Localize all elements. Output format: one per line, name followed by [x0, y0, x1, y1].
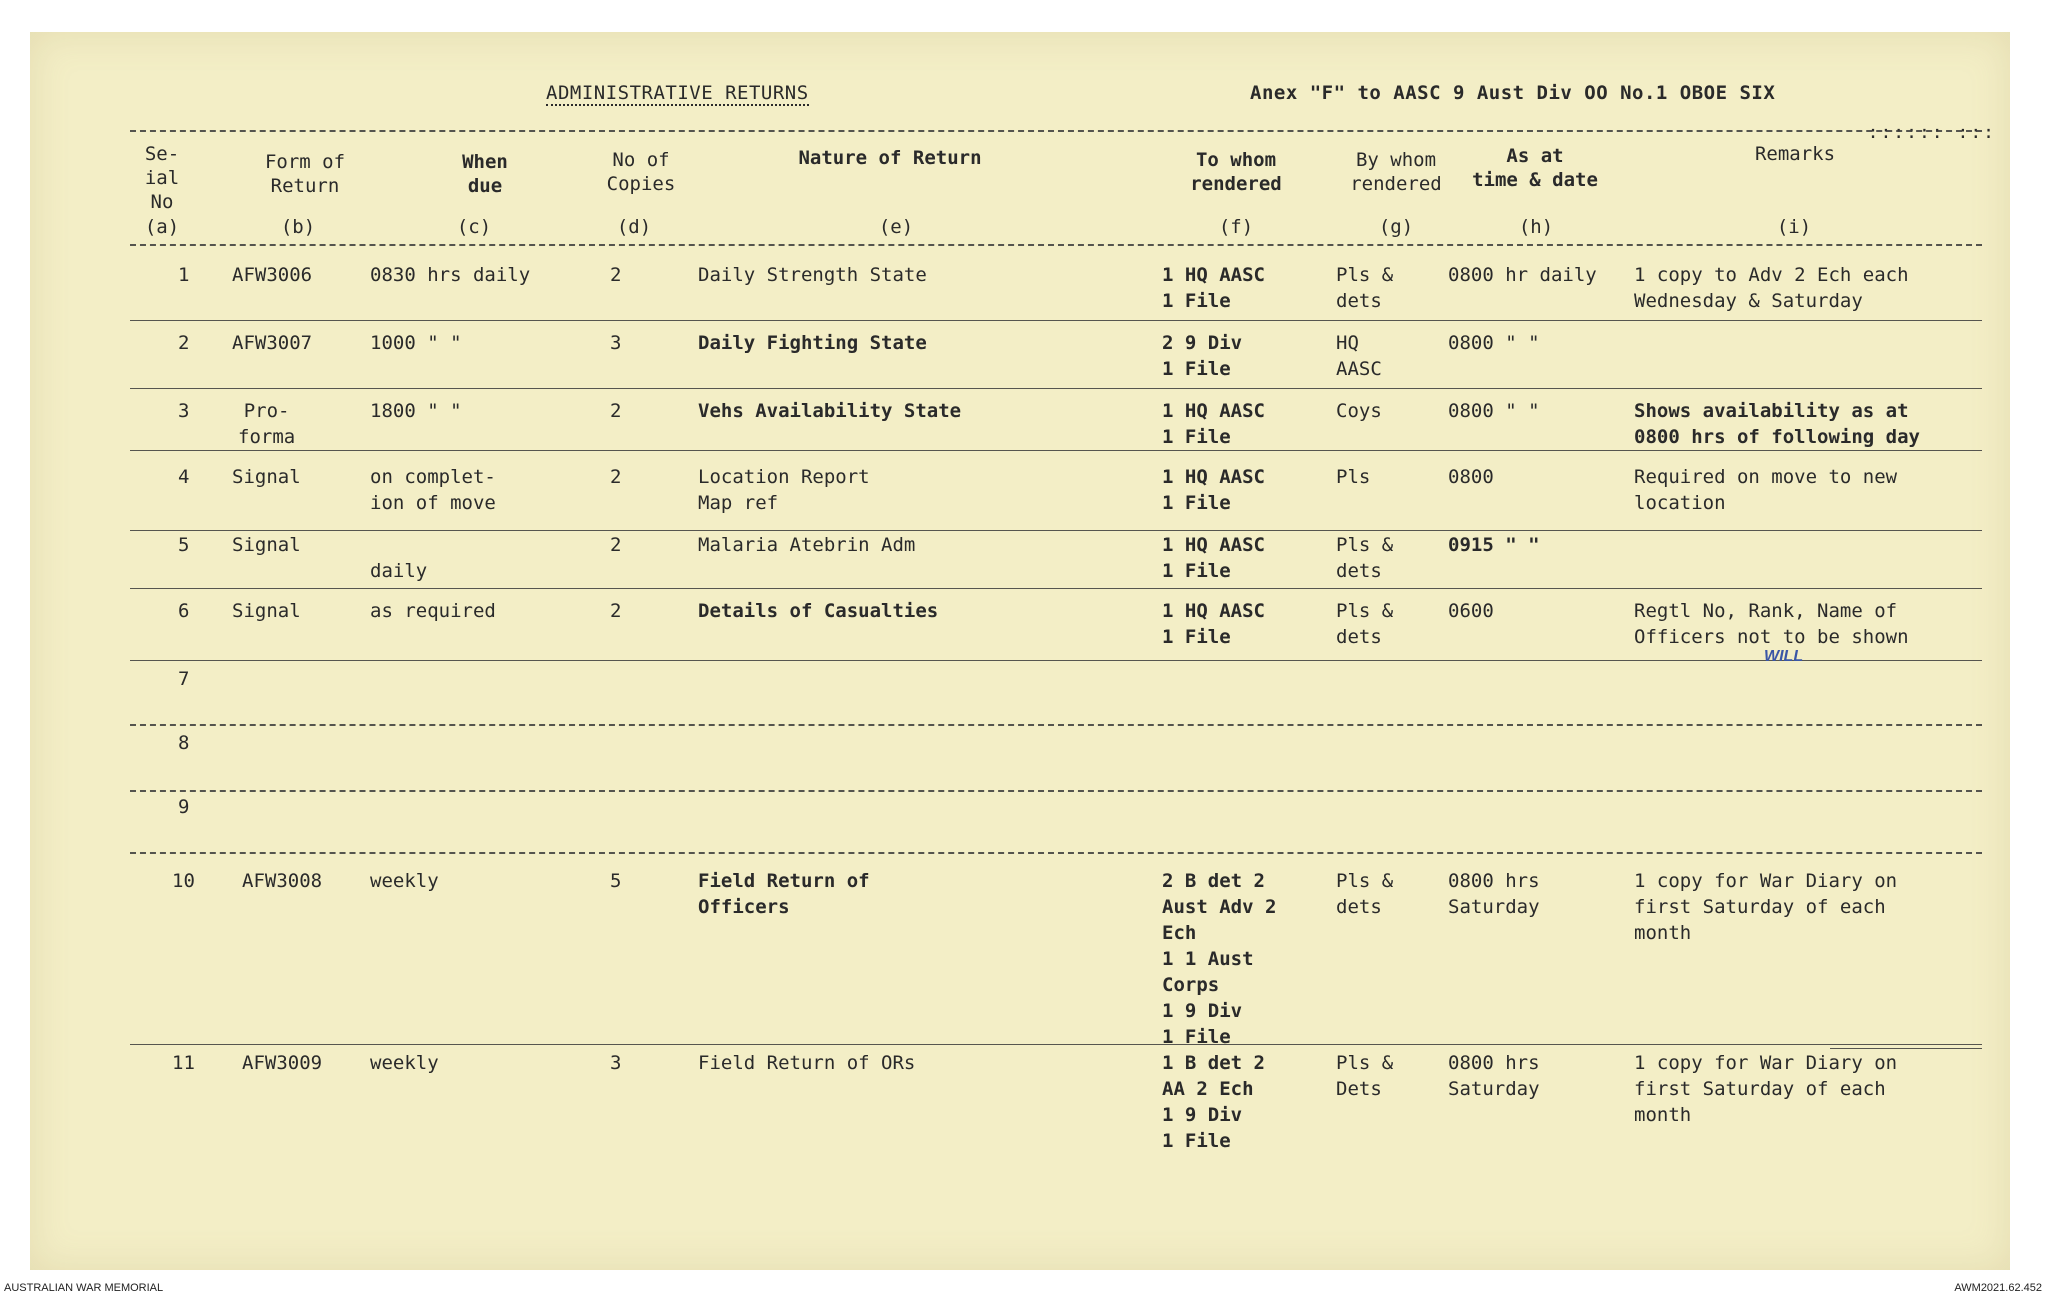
header-dots: :::::: :::	[1867, 122, 1996, 143]
rule-row-10	[130, 1044, 1982, 1045]
cell-nature: Daily Strength State	[698, 264, 927, 286]
col-letter-c: (c)	[456, 216, 492, 238]
rule-row-8	[130, 790, 1982, 792]
rule-row-9	[130, 852, 1982, 854]
col-heading-as-at: As at time & date	[1472, 145, 1598, 191]
cell-when: 1000 " "	[370, 332, 462, 354]
cell-nature: Details of Casualties	[698, 600, 939, 622]
cell-as-at: 0800	[1448, 466, 1494, 488]
cell-to-whom: 1 HQ AASC 1 File	[1162, 466, 1265, 514]
rule-header-bottom	[130, 244, 1982, 246]
cell-form: Signal	[232, 466, 301, 488]
cell-copies: 2	[610, 400, 622, 422]
cell-nature: Daily Fighting State	[698, 332, 927, 354]
cell-serial: 11	[172, 1052, 195, 1074]
col-letter-e: (e)	[878, 216, 914, 238]
cell-copies: 3	[610, 1052, 622, 1074]
cell-as-at: 0915 " "	[1448, 534, 1540, 556]
cell-to-whom: 1 HQ AASC 1 File	[1162, 400, 1265, 448]
cell-form: AFW3007	[232, 332, 313, 354]
cell-form: AFW3009	[242, 1052, 323, 1074]
cell-remarks: Shows availability as at 0800 hrs of following day	[1634, 400, 1920, 448]
col-heading-nature: Nature of Return	[798, 147, 982, 169]
footer-accession-number: AWM2021.62.452	[1954, 1282, 2042, 1294]
cell-to-whom: 1 HQ AASC 1 File	[1162, 534, 1265, 582]
rule-top	[130, 130, 1982, 132]
cell-to-whom: 2 9 Div 1 File	[1162, 332, 1243, 380]
cell-by-whom: Coys	[1336, 400, 1382, 422]
cell-nature: Field Return of Officers	[698, 870, 870, 918]
annex-reference: Anex "F" to AASC 9 Aust Div OO No.1 OBOE SIX	[1250, 82, 1776, 104]
cell-form: AFW3006	[232, 264, 313, 286]
cell-by-whom: Pls & dets	[1336, 600, 1394, 648]
rule-row-2	[130, 388, 1982, 389]
col-letter-d: (d)	[616, 216, 652, 238]
cell-as-at: 0800 " "	[1448, 332, 1540, 354]
cell-when: as required	[370, 600, 496, 622]
cell-remarks: 1 copy to Adv 2 Ech each Wednesday & Saturday	[1634, 264, 1909, 312]
cell-copies: 3	[610, 332, 622, 354]
footer-credit: AUSTRALIAN WAR MEMORIAL	[4, 1282, 164, 1294]
cell-remarks: 1 copy for War Diary on first Saturday of each month	[1634, 870, 1898, 944]
col-letter-i: (i)	[1776, 216, 1812, 238]
cell-serial: 7	[178, 668, 190, 690]
cell-when: on complet- ion of move	[370, 466, 496, 514]
col-heading-by-whom: By whom rendered	[1350, 149, 1442, 195]
cell-by-whom: Pls & dets	[1336, 870, 1394, 918]
handwritten-annotation: WILL	[1764, 648, 1804, 665]
cell-as-at: 0800 hrs Saturday	[1448, 870, 1540, 918]
cell-nature: Location Report Map ref	[698, 466, 870, 514]
col-heading-when: When due	[462, 151, 508, 197]
cell-to-whom: 1 HQ AASC 1 File	[1162, 264, 1265, 312]
cell-serial: 9	[178, 796, 190, 818]
cell-by-whom: Pls & dets	[1336, 534, 1394, 582]
cell-when: weekly	[370, 1052, 439, 1074]
cell-serial: 4	[178, 466, 190, 488]
cell-form: AFW3008	[242, 870, 323, 892]
col-letter-a: (a)	[144, 216, 180, 238]
cell-to-whom: 1 HQ AASC 1 File	[1162, 600, 1265, 648]
col-heading-copies: No of Copies	[606, 149, 676, 195]
cell-to-whom: 2 B det 2 Aust Adv 2 Ech 1 1 Aust Corps 1 9 Div 1 File	[1162, 870, 1277, 1048]
cell-when: 0830 hrs daily	[370, 264, 531, 286]
cell-copies: 2	[610, 534, 622, 556]
rule-row-7	[130, 724, 1982, 726]
col-letter-g: (g)	[1378, 216, 1414, 238]
cell-when: 1800 " "	[370, 400, 462, 422]
cell-remarks: Required on move to new location	[1634, 466, 1898, 514]
document-title: ADMINISTRATIVE RETURNS	[546, 82, 809, 104]
cell-serial: 8	[178, 732, 190, 754]
col-letter-h: (h)	[1518, 216, 1554, 238]
rule-row-10-tail	[1830, 1048, 1982, 1049]
cell-by-whom: Pls	[1336, 466, 1371, 488]
cell-serial: 2	[178, 332, 190, 354]
cell-as-at: 0800 " "	[1448, 400, 1540, 422]
cell-as-at: 0800 hr daily	[1448, 264, 1597, 286]
cell-by-whom: Pls & Dets	[1336, 1052, 1394, 1100]
cell-nature: Field Return of ORs	[698, 1052, 916, 1074]
col-heading-remarks: Remarks	[1754, 143, 1836, 165]
rule-row-6	[130, 660, 1982, 661]
cell-serial: 3	[178, 400, 190, 422]
rule-row-1	[130, 320, 1982, 321]
col-letter-b: (b)	[280, 216, 316, 238]
cell-form: Signal	[232, 534, 301, 556]
cell-serial: 5	[178, 534, 190, 556]
cell-remarks: Regtl No, Rank, Name of Officers not to be shown	[1634, 600, 1909, 648]
cell-nature: Vehs Availability State	[698, 400, 962, 422]
cell-as-at: 0800 hrs Saturday	[1448, 1052, 1540, 1100]
cell-nature: Malaria Atebrin Adm	[698, 534, 916, 556]
col-heading-form: Form of Return	[264, 151, 346, 197]
cell-copies: 2	[610, 466, 622, 488]
cell-serial: 1	[178, 264, 190, 286]
cell-by-whom: HQ AASC	[1336, 332, 1382, 380]
cell-when: weekly	[370, 870, 439, 892]
cell-remarks: 1 copy for War Diary on first Saturday of each month	[1634, 1052, 1898, 1126]
document-sheet	[30, 32, 2010, 1270]
cell-by-whom: Pls & dets	[1336, 264, 1394, 312]
cell-form: Pro- forma	[238, 400, 296, 448]
rule-row-3	[130, 450, 1982, 451]
cell-when: daily	[370, 560, 428, 582]
cell-to-whom: 1 B det 2 AA 2 Ech 1 9 Div 1 File	[1162, 1052, 1265, 1152]
col-heading-serial: Se- ial No	[144, 143, 180, 213]
col-heading-to-whom: To whom rendered	[1190, 149, 1282, 195]
cell-serial: 10	[172, 870, 195, 892]
cell-copies: 2	[610, 600, 622, 622]
cell-copies: 5	[610, 870, 622, 892]
cell-serial: 6	[178, 600, 190, 622]
cell-copies: 2	[610, 264, 622, 286]
rule-row-5	[130, 588, 1982, 589]
col-letter-f: (f)	[1218, 216, 1254, 238]
cell-form: Signal	[232, 600, 301, 622]
cell-as-at: 0600	[1448, 600, 1494, 622]
rule-row-4	[130, 530, 1982, 531]
